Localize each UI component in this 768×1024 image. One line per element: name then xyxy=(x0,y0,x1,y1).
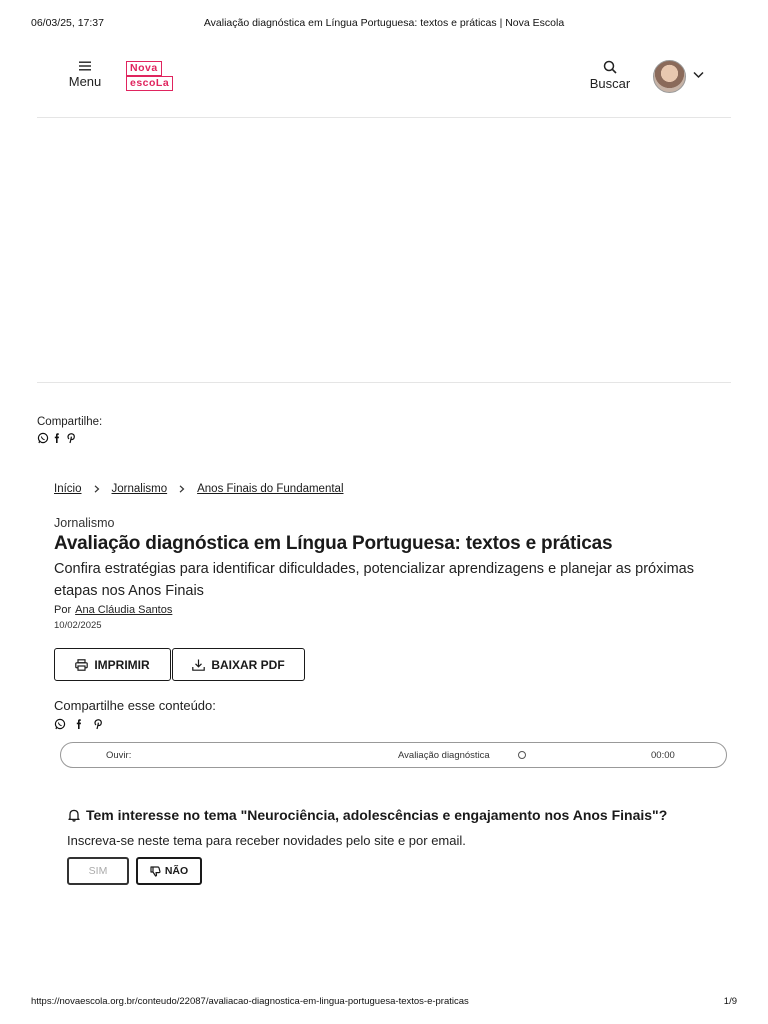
audio-player[interactable] xyxy=(60,742,727,768)
no-label: NÃO xyxy=(164,865,189,877)
hamburger-icon xyxy=(79,60,91,72)
logo-word-escola: escoLa xyxy=(126,76,173,91)
print-button[interactable] xyxy=(54,648,171,681)
print-datetime: 06/03/25, 17:37 xyxy=(31,17,104,29)
byline xyxy=(54,604,172,616)
facebook-icon[interactable] xyxy=(51,432,63,444)
subscribe-yes-button[interactable]: SIM xyxy=(67,857,129,885)
breadcrumb-anos-finais[interactable]: Anos Finais do Fundamental xyxy=(197,483,344,495)
player-time: 00:00 xyxy=(651,750,675,761)
publish-date: 10/02/2025 xyxy=(54,620,102,631)
article-actions xyxy=(54,648,305,681)
bell-icon xyxy=(67,808,81,822)
chevron-down-icon xyxy=(693,71,704,79)
breadcrumb-jornalismo[interactable]: Jornalismo xyxy=(111,483,168,495)
thumbs-down-icon xyxy=(150,866,161,877)
player-listen-label: Ouvir: xyxy=(106,750,132,761)
user-menu[interactable] xyxy=(653,60,709,94)
download-icon xyxy=(192,659,205,671)
breadcrumb-home[interactable]: Início xyxy=(54,483,82,495)
topic-description: Inscreva-se neste tema para receber novidades pelo site e por email. xyxy=(67,833,466,848)
chevron-right-icon xyxy=(179,485,185,493)
printer-icon xyxy=(75,659,88,671)
share-top-label: Compartilhe: xyxy=(37,416,103,428)
whatsapp-icon[interactable] xyxy=(37,432,49,444)
search-icon xyxy=(603,60,617,74)
avatar xyxy=(653,60,686,93)
share-content-label: Compartilhe esse conteúdo: xyxy=(54,698,216,713)
menu-button[interactable] xyxy=(65,60,105,89)
search-label: Buscar xyxy=(589,76,631,91)
breadcrumb xyxy=(54,483,344,495)
print-header xyxy=(31,17,737,31)
print-label: IMPRIMIR xyxy=(94,657,150,672)
player-track-title: Avaliação diagnóstica xyxy=(398,750,490,761)
nova-escola-logo[interactable] xyxy=(126,61,184,92)
page-title: Avaliação diagnóstica em Língua Portuguesa: textos e práticas xyxy=(54,533,613,554)
logo-word-nova: Nova xyxy=(126,61,162,76)
print-page-title: Avaliação diagnóstica em Língua Portuguesa: textos e práticas | Nova Escola xyxy=(203,17,565,29)
pdf-label: BAIXAR PDF xyxy=(211,657,285,672)
player-progress-knob[interactable] xyxy=(518,751,526,759)
facebook-icon[interactable] xyxy=(73,718,85,730)
print-url: https://novaescola.org.br/conteudo/22087/avaliacao-diagnostica-em-lingua-portuguesa-textos-e-praticas xyxy=(31,996,469,1007)
search-button[interactable] xyxy=(586,60,634,91)
topic-subscribe xyxy=(67,807,747,885)
share-content xyxy=(54,698,216,730)
pinterest-icon[interactable] xyxy=(65,432,77,444)
site-header xyxy=(37,52,731,118)
subscribe-no-button[interactable] xyxy=(136,857,202,885)
topic-question: Tem interesse no tema "Neurociência, adolescências e engajamento nos Anos Finais"? xyxy=(86,807,668,823)
download-pdf-button[interactable] xyxy=(172,648,305,681)
share-top xyxy=(37,416,102,444)
menu-label: Menu xyxy=(68,74,102,89)
article-category: Jornalismo xyxy=(54,516,115,530)
article-subtitle: Confira estratégias para identificar dificuldades, potencializar aprendizagens e planejar as próximas etapas nos Anos Finais xyxy=(54,561,694,599)
author-link[interactable]: Ana Cláudia Santos xyxy=(75,604,173,616)
print-page-number: 1/9 xyxy=(723,996,737,1007)
pinterest-icon[interactable] xyxy=(92,718,104,730)
ad-placeholder xyxy=(37,119,731,383)
byline-prefix: Por xyxy=(54,604,72,616)
whatsapp-icon[interactable] xyxy=(54,718,66,730)
chevron-right-icon xyxy=(94,485,100,493)
